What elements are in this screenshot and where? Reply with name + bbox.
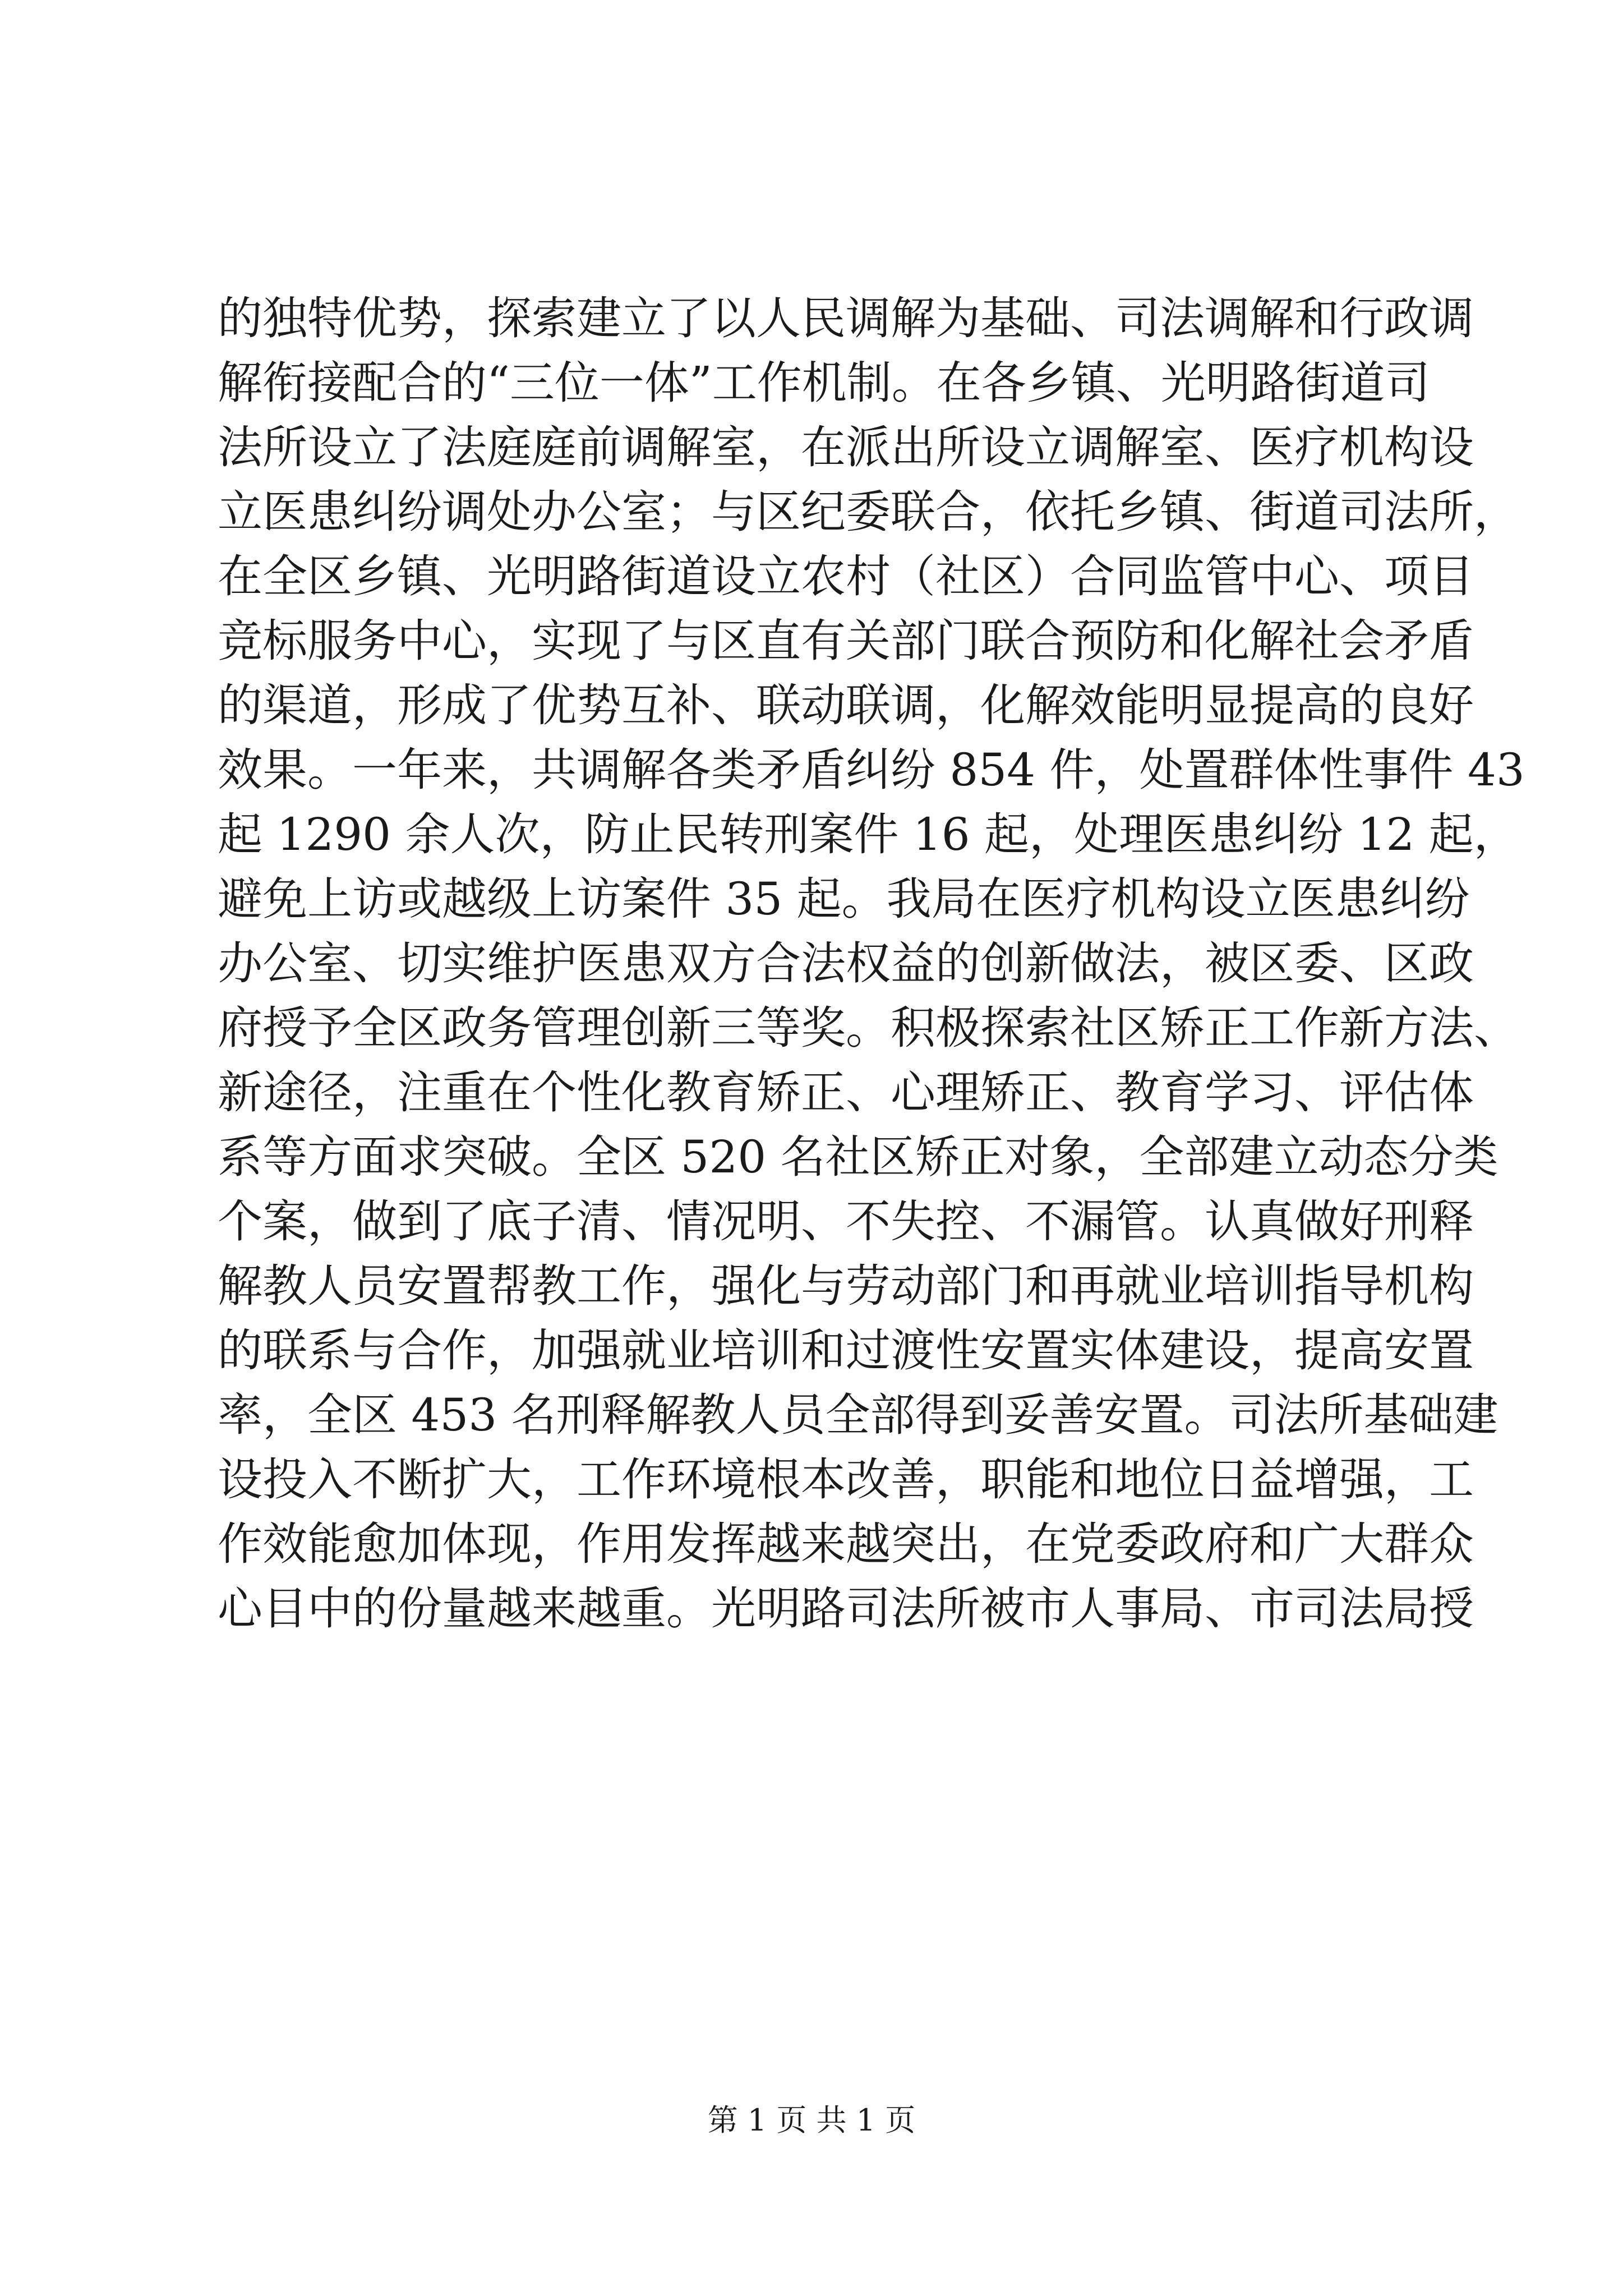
text-line-7: 的渠道，形成了优势互补、联动联调，化解效能明显提高的良好: [218, 679, 1474, 731]
text-line-16: 解教人员安置帮教工作，强化与劳动部门和再就业培训指导机构: [218, 1260, 1474, 1312]
text-line-9: 起 1290 余人次，防止民转刑案件 16 起，处理医患纠纷 12 起，: [218, 808, 1519, 861]
text-line-19: 设投入不断扩大，工作环境根本改善，职能和地位日益增强，工: [218, 1453, 1474, 1506]
text-line-5: 在全区乡镇、光明路街道设立农村（社区）合同监管中心、项目: [218, 550, 1474, 602]
text-line-2: 解衔接配合的“三位一体”工作机制。在各乡镇、光明路街道司: [218, 357, 1430, 409]
text-line-17: 的联系与合作，加强就业培训和过渡性安置实体建设，提高安置: [218, 1324, 1474, 1377]
text-line-10: 避免上访或越级上访案件 35 起。我局在医疗机构设立医患纠纷: [218, 873, 1470, 925]
body-paragraph: [218, 286, 1525, 1641]
text-line-4: 立医患纠纷调处办公室；与区纪委联合，依托乡镇、街道司法所，: [218, 486, 1519, 538]
text-line-12: 府授予全区政务管理创新三等奖。积极探索社区矫正工作新方法、: [218, 1002, 1519, 1054]
text-line-3: 法所设立了法庭庭前调解室，在派出所设立调解室、医疗机构设: [218, 421, 1474, 473]
text-line-1: 的独特优势，探索建立了以人民调解为基础、司法调解和行政调: [218, 292, 1474, 344]
text-line-6: 竞标服务中心，实现了与区直有关部门联合预防和化解社会矛盾: [218, 615, 1474, 667]
text-line-20: 作效能愈加体现，作用发挥越来越突出，在党委政府和广大群众: [218, 1518, 1474, 1570]
text-line-18: 率，全区 453 名刑释解教人员全部得到妥善安置。司法所基础建: [218, 1389, 1498, 1441]
text-line-11: 办公室、切实维护医患双方合法权益的创新做法，被区委、区政: [218, 937, 1474, 990]
text-line-15: 个案，做到了底子清、情况明、不失控、不漏管。认真做好刑释: [218, 1195, 1474, 1248]
text-line-14: 系等方面求突破。全区 520 名社区矫正对象，全部建立动态分类: [218, 1131, 1498, 1183]
text-line-8: 效果。一年来，共调解各类矛盾纠纷 854 件，处置群体性事件 43: [218, 744, 1525, 796]
text-line-13: 新途径，注重在个性化教育矫正、心理矫正、教育学习、评估体: [218, 1066, 1474, 1119]
page-number-label: 第 1 页 共 1 页: [707, 2102, 916, 2138]
text-line-21: 心目中的份量越来越重。光明路司法所被市人事局、市司法局授: [218, 1582, 1474, 1635]
page-footer: [0, 2101, 1623, 2140]
